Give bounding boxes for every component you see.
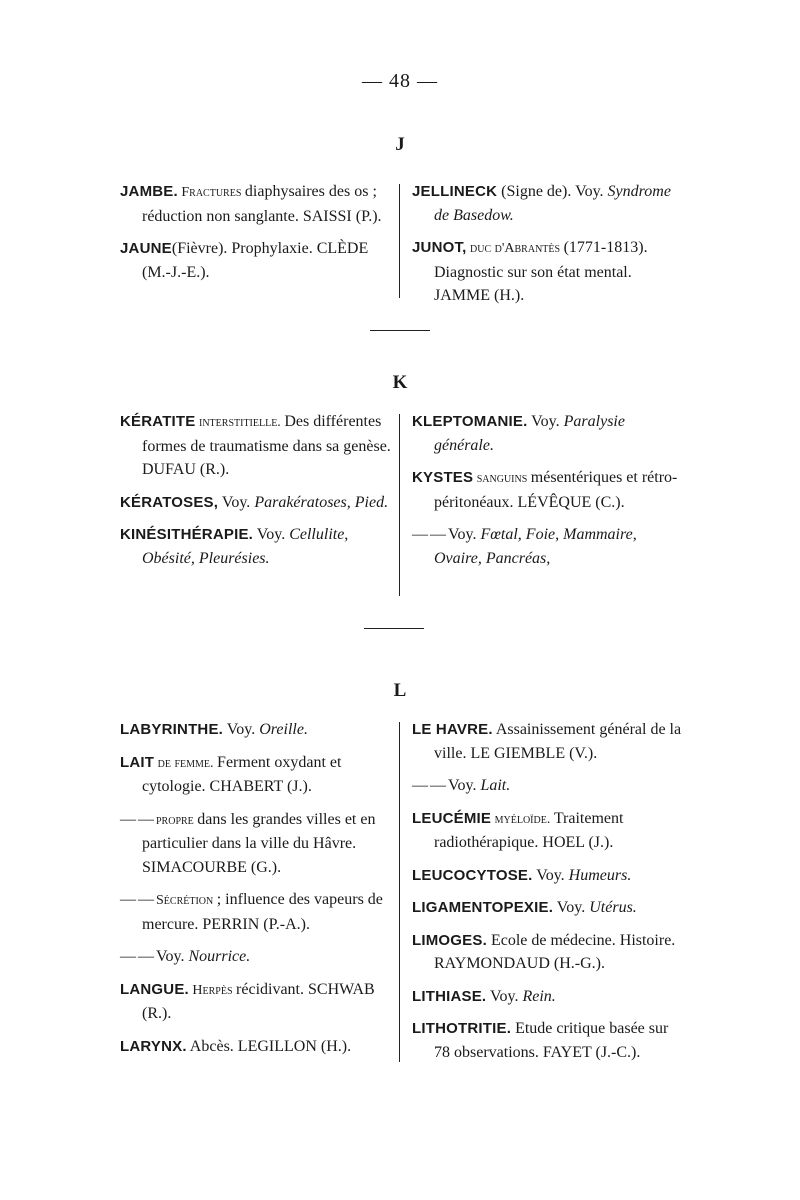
- index-entry: [412, 896, 682, 920]
- section-k-left-column: [120, 410, 392, 579]
- entry-text: ; influence des vapeurs de mercure. PERRIN (P.-A.).: [142, 891, 383, 933]
- entry-text: Voy.: [527, 413, 564, 430]
- index-entry: [412, 718, 682, 765]
- index-entry: [412, 1017, 682, 1064]
- entry-text: Voy.: [448, 777, 481, 794]
- entry-text: Voy.: [532, 866, 569, 884]
- entry-text: Voy.: [223, 721, 260, 738]
- index-entry: [412, 466, 682, 514]
- index-entry: [412, 929, 682, 976]
- section-letter-j: J: [395, 134, 405, 155]
- entry-qualifier: de femme.: [154, 755, 218, 771]
- index-entry: [120, 491, 392, 515]
- entry-cross-reference: Humeurs.: [568, 866, 632, 884]
- entry-text: Abcès. LEGILLON (H.).: [186, 1037, 352, 1055]
- entry-text: mésentériques et rétro-péritonéaux. LÉVÊQUE (C.).: [434, 469, 678, 511]
- entry-heading: LITHOTRITIE.: [412, 1020, 512, 1037]
- column-divider-j: [399, 184, 400, 298]
- index-entry: [120, 1035, 392, 1059]
- entry-heading: LABYRINTHE.: [120, 721, 224, 738]
- entry-heading: LIGAMENTOPEXIE.: [412, 899, 554, 916]
- index-entry: [120, 888, 392, 936]
- entry-repeat-dash: — —: [120, 891, 156, 908]
- entry-qualifier: interstitielle.: [195, 415, 285, 430]
- section-letter-k: K: [392, 372, 408, 393]
- section-j-right-column: [412, 180, 682, 317]
- index-entry: [120, 808, 392, 880]
- entry-cross-reference: Nourrice.: [188, 948, 251, 965]
- page-number: — 48 —: [362, 70, 438, 92]
- entry-text: Etude critique basée sur 78 observations. FAYET (J.-C.).: [434, 1020, 669, 1061]
- entry-repeat-dash: — —: [412, 526, 448, 543]
- entry-qualifier: propre: [156, 812, 198, 828]
- index-entry: [120, 751, 392, 799]
- entry-cross-reference: Fœtal, Foie, Mammaire, Ovaire, Pancréas,: [434, 526, 637, 567]
- entry-heading: KÉRATITE: [120, 413, 196, 430]
- index-entry: [412, 180, 682, 227]
- entry-heading: LITHIASE.: [412, 987, 487, 1005]
- entry-text: diaphysaires des os ; réduction non sanglante. SAISSI (P.).: [142, 183, 382, 225]
- index-entry: [120, 237, 392, 284]
- entry-text: Traitement radiothérapique. HOEL (J.).: [434, 809, 624, 851]
- section-separator-kl: [364, 628, 424, 629]
- index-entry: [120, 180, 392, 228]
- entry-text: (1771-1813). Diagnostic sur son état mental. JAMME (H.).: [434, 239, 648, 304]
- index-entry: [120, 523, 392, 570]
- entry-heading: LE HAVRE.: [412, 721, 493, 738]
- entry-cross-reference: Utérus.: [589, 899, 637, 916]
- entry-qualifier: myéloïde.: [491, 811, 554, 827]
- entry-text: (Signe de). Voy.: [497, 183, 608, 200]
- index-entry: [412, 864, 682, 888]
- entry-text: Assainissement général de la ville. LE GIEMBLE (V.).: [434, 721, 682, 762]
- entry-text: Voy.: [448, 526, 481, 543]
- entry-qualifier: duc d'Abrantès: [466, 241, 564, 256]
- entry-heading: KÉRATOSES,: [120, 493, 219, 511]
- entry-heading: LIMOGES.: [412, 931, 487, 949]
- entry-heading: JUNOT,: [412, 239, 467, 256]
- entry-text: (Fièvre). Prophylaxie. CLÈDE (M.-J.-E.).: [142, 240, 369, 281]
- index-entry: [120, 410, 392, 482]
- entry-heading: LEUCOCYTOSE.: [412, 866, 533, 884]
- index-entry: [120, 718, 392, 742]
- index-entry: [412, 236, 682, 308]
- entry-cross-reference: Rein.: [522, 987, 556, 1005]
- index-entry: [412, 807, 682, 855]
- entry-qualifier: Sécrétion: [156, 893, 217, 908]
- index-entry: [120, 945, 392, 969]
- entry-text: Voy.: [553, 899, 590, 916]
- index-entry: [412, 774, 682, 798]
- entry-heading: JAMBE.: [120, 183, 178, 200]
- column-divider-l: [399, 722, 400, 1062]
- entry-text: Ecole de médecine. Histoire. RAYMONDAUD (H.-G.).: [434, 931, 676, 972]
- entry-text: récidivant. SCHWAB (R.).: [142, 980, 375, 1022]
- entry-text: Voy.: [156, 948, 189, 965]
- entry-qualifier: Herpès: [188, 982, 237, 998]
- entry-heading: KLEPTOMANIE.: [412, 413, 528, 430]
- entry-text: Voy.: [486, 987, 523, 1005]
- section-j-left-column: [120, 180, 392, 293]
- entry-text: Des différentes formes de traumatisme dans sa genèse. DUFAU (R.).: [142, 413, 391, 478]
- entry-heading: LANGUE.: [120, 980, 189, 998]
- entry-cross-reference: Lait.: [480, 777, 511, 794]
- entry-qualifier: sanguins: [473, 471, 531, 486]
- index-entry: [412, 523, 682, 570]
- section-l-right-column: [412, 718, 682, 1073]
- section-k-right-column: [412, 410, 682, 579]
- entry-heading: LAIT: [120, 753, 155, 771]
- index-entry: [120, 978, 392, 1026]
- section-separator-jk: [370, 330, 430, 331]
- entry-heading: KYSTES: [412, 469, 474, 486]
- entry-text: dans les grandes villes et en particulier dans la ville du Hâvre. SIMACOURBE (G.).: [142, 810, 376, 876]
- entry-heading: LEUCÉMIE: [412, 809, 492, 827]
- entry-cross-reference: Syndrome de Basedow.: [434, 183, 671, 224]
- entry-repeat-dash: — —: [412, 777, 448, 794]
- entry-cross-reference: Parakératoses, Pied.: [254, 493, 389, 511]
- index-entry: [412, 410, 682, 457]
- entry-repeat-dash: — —: [120, 810, 156, 828]
- entry-heading: JAUNE: [120, 240, 172, 257]
- section-letter-l: L: [393, 680, 407, 701]
- entry-cross-reference: Paralysie générale.: [434, 413, 625, 454]
- entry-text: Voy.: [253, 526, 290, 543]
- entry-text: Ferment oxydant et cytologie. CHABERT (J.).: [142, 753, 342, 795]
- entry-qualifier: Fractures: [177, 185, 245, 200]
- section-l-left-column: [120, 718, 392, 1067]
- entry-text: Voy.: [218, 493, 255, 511]
- entry-repeat-dash: — —: [120, 948, 156, 965]
- column-divider-k: [399, 414, 400, 596]
- entry-heading: JELLINECK: [412, 183, 498, 200]
- entry-cross-reference: Cellulite, Obésité, Pleurésies.: [142, 526, 349, 567]
- entry-cross-reference: Oreille.: [259, 721, 308, 738]
- entry-heading: KINÉSITHÉRAPIE.: [120, 526, 254, 543]
- index-entry: [412, 985, 682, 1009]
- entry-heading: LARYNX.: [120, 1037, 187, 1055]
